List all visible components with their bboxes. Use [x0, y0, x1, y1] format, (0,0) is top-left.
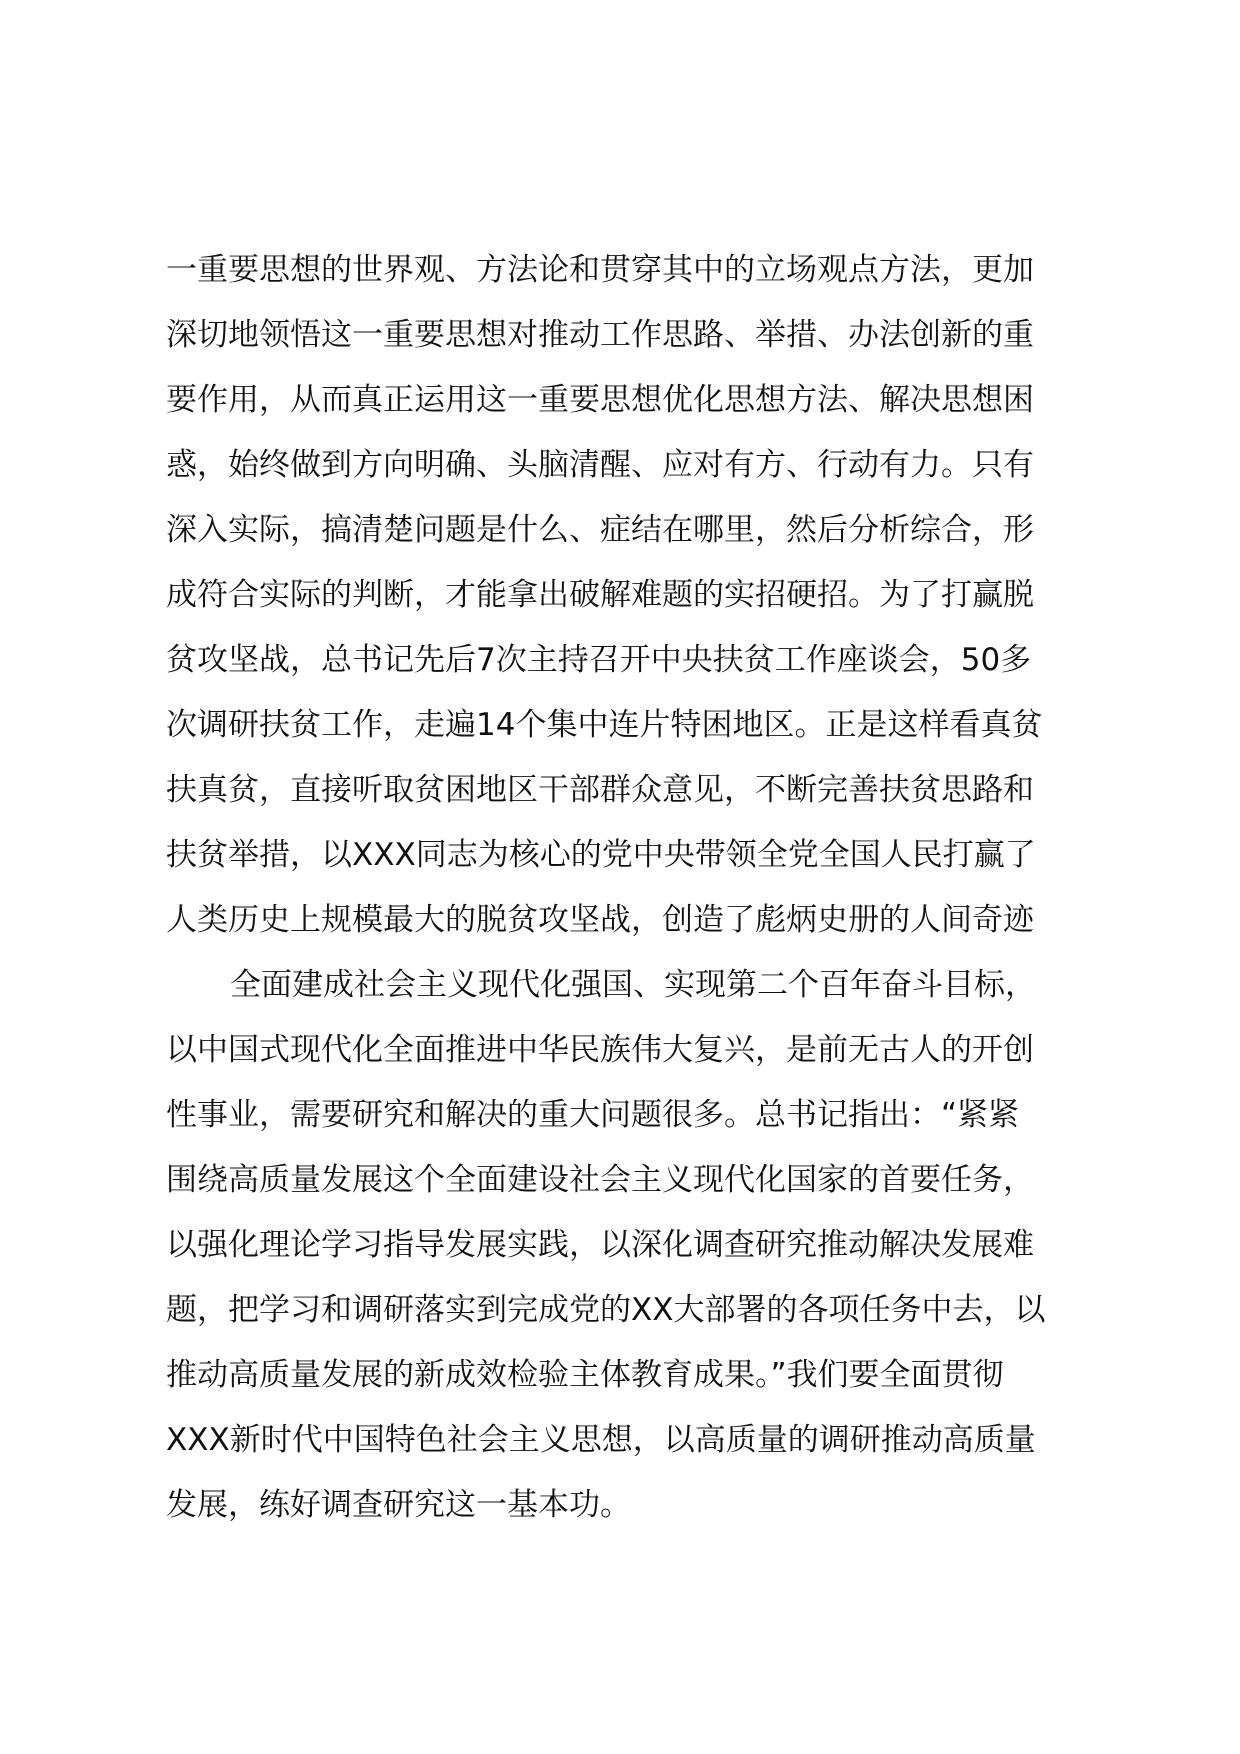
text-line: 次调研扶贫工作，走遍14个集中连片特困地区。正是这样看真贫 — [166, 707, 1043, 743]
text-line: 题，把学习和调研落实到完成党的XX大部署的各项任务中去，以 — [166, 1292, 1046, 1328]
text-line: 深切地领悟这一重要思想对推动工作思路、举措、办法创新的重 — [166, 317, 1034, 353]
paragraph-1 — [166, 238, 1106, 953]
text-line: 惑，始终做到方向明确、头脑清醒、应对有方、行动有力。只有 — [166, 447, 1034, 483]
text-line: 贫攻坚战，总书记先后7次主持召开中央扶贫工作座谈会，50多 — [166, 642, 1032, 678]
text-line: 围绕高质量发展这个全面建设社会主义现代化国家的首要任务， — [166, 1162, 1034, 1198]
text-line: 性事业，需要研究和解决的重大问题很多。总书记指出：“紧紧 — [166, 1097, 1020, 1133]
paragraph-2 — [166, 953, 1106, 1538]
text-line: XXX新时代中国特色社会主义思想，以高质量的调研推动高质量 — [166, 1422, 1036, 1458]
text-line: 一重要思想的世界观、方法论和贯穿其中的立场观点方法，更加 — [166, 252, 1034, 288]
text-line: 以中国式现代化全面推进中华民族伟大复兴，是前无古人的开创 — [166, 1032, 1034, 1068]
text-line: 推动高质量发展的新成效检验主体教育成果。”我们要全面贯彻 — [166, 1357, 1004, 1393]
body-text — [166, 238, 1106, 1538]
text-line: 发展，练好调查研究这一基本功。 — [166, 1487, 631, 1523]
text-line: 成符合实际的判断，才能拿出破解难题的实招硬招。为了打赢脱 — [166, 577, 1034, 613]
text-line: 扶贫举措，以XXX同志为核心的党中央带领全党全国人民打赢了 — [166, 837, 1036, 873]
text-line: 深入实际，搞清楚问题是什么、症结在哪里，然后分析综合，形 — [166, 512, 1034, 548]
text-line: 要作用，从而真正运用这一重要思想优化思想方法、解决思想困 — [166, 382, 1034, 418]
text-line: 扶真贫，直接听取贫困地区干部群众意见，不断完善扶贫思路和 — [166, 772, 1034, 808]
text-line: 人类历史上规模最大的脱贫攻坚战，创造了彪炳史册的人间奇迹 — [166, 902, 1034, 938]
text-line: 以强化理论学习指导发展实践，以深化调查研究推动解决发展难 — [166, 1227, 1034, 1263]
text-line-indented: 全面建成社会主义现代化强国、实现第二个百年奋斗目标， — [230, 967, 1036, 1003]
